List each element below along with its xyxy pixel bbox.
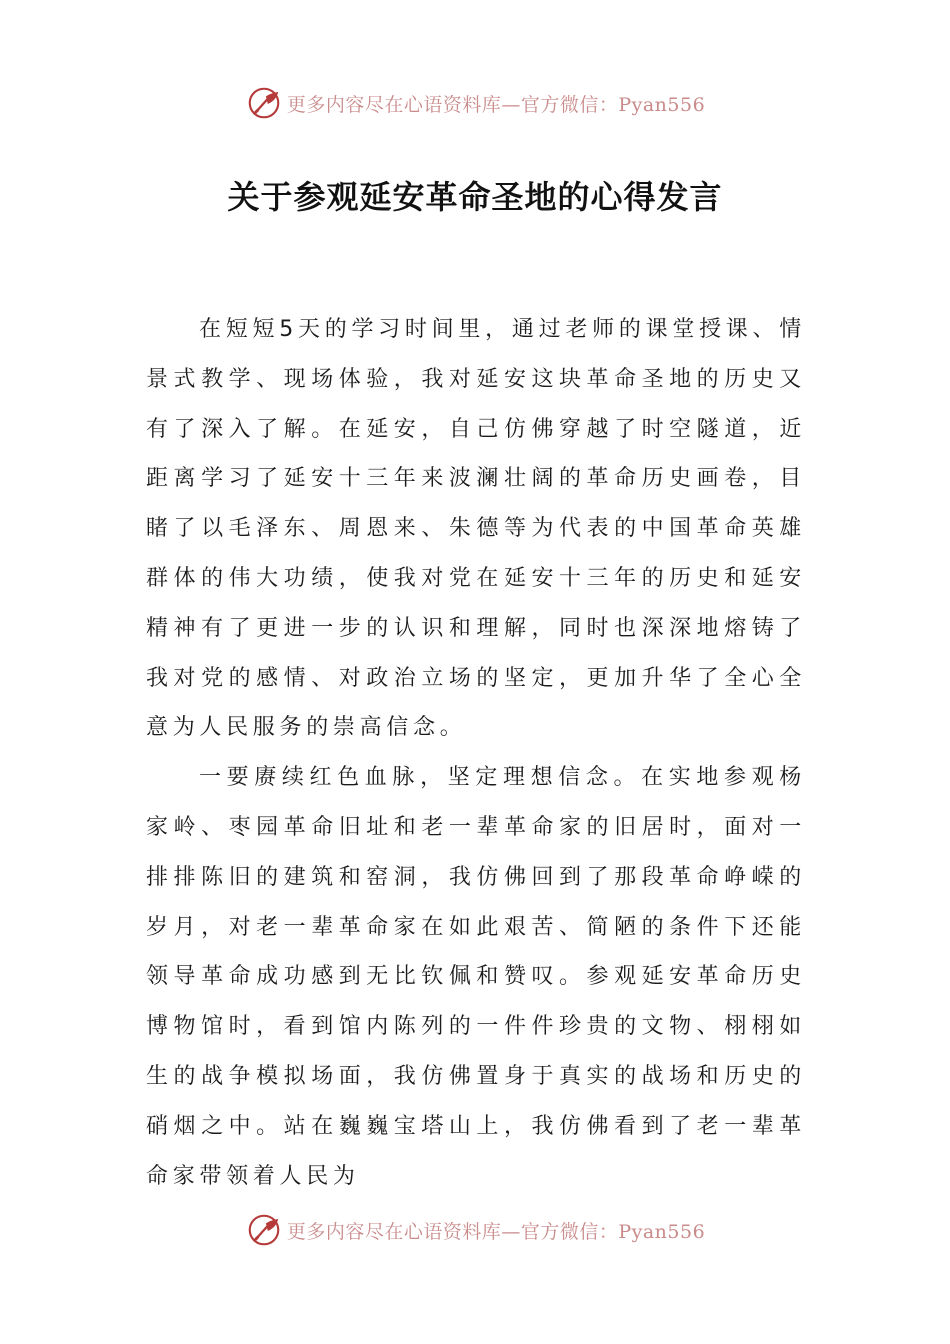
document-title: 关于参观延安革命圣地的心得发言: [227, 178, 723, 216]
paragraph: 在短短5天的学习时间里，通过老师的课堂授课、情景式教学、现场体验，我对延安这块革命圣地的历史又有了深入了解。在延安，自己仿佛穿越了时空隧道，近距离学习了延安十三年来波澜壮阔的革命历史画卷，目睹了以毛泽东、周恩来、朱德等为代表的中国革命英雄群体的伟大功绩，使我对党在延安十三年的历史和延安精神有了更进一步的认识和理解，同时也深深地熔铸了我对党的感情、对政治立场的坚定，更加升华了全心全意为人民服务的崇高信念。: [146, 317, 806, 741]
document-body: [146, 305, 806, 1201]
quill-pen-logo-icon: [245, 1211, 283, 1249]
header-banner: [0, 81, 950, 125]
quill-pen-logo-icon: [245, 84, 283, 122]
footer-banner: [0, 1208, 950, 1252]
header-banner-text: 更多内容尽在心语资料库—官方微信：Pyan556: [286, 93, 706, 116]
footer-banner-text: 更多内容尽在心语资料库—官方微信：Pyan556: [286, 1220, 706, 1243]
paragraph: 一要赓续红色血脉，坚定理想信念。在实地参观杨家岭、枣园革命旧址和老一辈革命家的旧居时，面对一排排陈旧的建筑和窑洞，我仿佛回到了那段革命峥嵘的岁月，对老一辈革命家在如此艰苦、简陋的条件下还能领导革命成功感到无比钦佩和赞叹。参观延安革命历史博物馆时，看到馆内陈列的一件件珍贵的文物、栩栩如生的战争模拟场面，我仿佛置身于真实的战场和历史的硝烟之中。站在巍巍宝塔山上，我仿佛看到了老一辈革命家带领着人民为: [146, 765, 806, 1189]
